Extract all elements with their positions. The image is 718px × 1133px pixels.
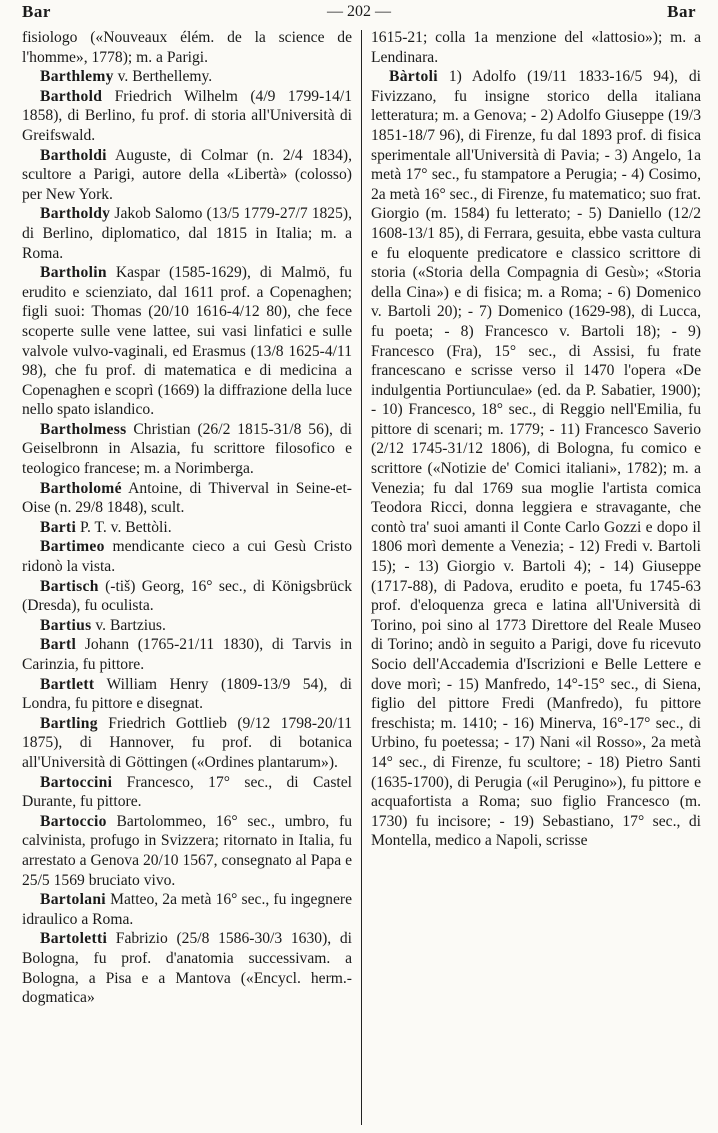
entry-headword: Bartholin	[40, 264, 107, 282]
entry-text: Johann (1765-21/11 1830), di Tarvis in Carinzia, fu pittore.	[22, 636, 352, 673]
left-column	[22, 28, 352, 1008]
entry-text: Kaspar (1585-1629), di Malmö, fu erudito e scienziato, dal 1611 prof. a Copenaghen; figli suoi: Thomas (20/10 1616-4/12 80), che fece scoperte sulle vene lattee, sui vasi linfatici e sulle valvole vulvo-vaginali, ed Erasmus (13/8 1625-4/11 98), che fu prof. di matematica e di medicina a Copenaghen e scoprì (1669) la diffrazione della luce nello spato islandico.	[22, 264, 352, 419]
entry-headword: Bartolani	[40, 891, 106, 909]
entry-headword: Bartoletti	[40, 930, 108, 948]
entry-headword: Bartholdy	[40, 205, 111, 223]
entry-text: Fabrizio (25/8 1586-30/3 1630), di Bologna, fu prof. d'anatomia successivam. a Bologna, a Pisa e a Mantova («Encycl. herm.-dogmatica»	[22, 930, 352, 1007]
dictionary-entry	[22, 890, 352, 929]
dictionary-entry	[22, 146, 352, 205]
entry-text: Jakob Salomo (13/5 1779-27/7 1825), di Berlino, diplomatico, dal 1815 in Italia; m. a Roma.	[22, 205, 352, 262]
entry-headword: Bàrtoli	[389, 68, 438, 86]
entry-headword: Bartl	[40, 636, 77, 654]
entry-headword: Bartholmess	[40, 420, 127, 438]
entry-text: P. T. v. Bettòli.	[76, 518, 172, 536]
dictionary-entry	[22, 420, 352, 479]
entry-text: Friedrich Gottlieb (9/12 1798-20/11 1875), di Hannover, fu prof. di botanica all'Università di Göttingen («Ordines plantarum»).	[22, 714, 352, 771]
entry-text: v. Berthellemy.	[113, 68, 213, 86]
dictionary-entry	[371, 67, 701, 851]
entry-text: Christian (26/2 1815-31/8 56), di Geiselbronn in Alsazia, fu scrittore filosofico e teologico francese; m. a Norimberga.	[22, 420, 352, 478]
entry-headword: Bartling	[40, 714, 98, 732]
entry-headword: Bartimeo	[40, 538, 105, 556]
entry-headword: Bartius	[40, 616, 92, 634]
dictionary-entry	[22, 479, 352, 518]
entry-text: (-tiš) Georg, 16° sec., di Königsbrück (Dresda), fu oculista.	[22, 577, 352, 615]
dictionary-entry	[22, 714, 352, 773]
entry-text: Bartolommeo, 16° sec., umbro, fu calvinista, profugo in Svizzera; ritornato in Italia, fu arrestato a Genova 20/10 1567, consegnato al Papa e 25/5 1569 bruciato vivo.	[22, 812, 352, 889]
entry-headword: Barthold	[40, 87, 103, 105]
dictionary-entry	[22, 675, 352, 714]
dictionary-entry	[22, 67, 352, 87]
column-divider	[361, 30, 362, 1125]
entry-text: mendicante cieco a cui Gesù Cristo ridonò la vista.	[22, 538, 352, 576]
dictionary-entry	[22, 518, 352, 538]
entry-headword: Bartoccio	[40, 812, 107, 830]
page-header	[22, 2, 696, 26]
dictionary-entry	[22, 263, 352, 420]
entry-headword: Barthlemy	[40, 68, 114, 86]
entry-text: Matteo, 2a metà 16° sec., fu ingegnere idraulico a Roma.	[22, 891, 352, 928]
header-page-number: — 202 —	[327, 3, 391, 20]
entry-headword: Bartoccini	[40, 773, 113, 791]
entry-text: 1) Adolfo (19/11 1833-16/5 94), di Fivizzano, fu insigne storico della italiana letteratura; m. a Genova; - 2) Adolfo Giuseppe (19/3 1851-18/7 96), di Firenze, fu dal 1893 prof. di fisica sperimentale all'Università di Pavia; - 3) Angelo, 1a metà 17° sec., fu stampatore a Perugia; - 4) Cosimo, 2a metà 16° sec., di Firenze, fu matematico; suo frat. Giorgio (m. 1584) fu letterato; - 5) Daniello (12/2 1608-13/1 85), di Ferrara, gesuita, ebbe vasta cultura e fu eloquente predicatore e classico scrittore di storia («Storia della Compagnia di Gesù»; «Storia della Cina») e di fisica; m. a Roma; - 6) Domenico v. Bartoli 20); - 7) Domenico (1629-98), di Lucca, fu poeta; - 8) Francesco v. Bartoli 18); - 9) Francesco (Fra), 15° sec., di Assisi, fu frate francescano e scrisse verso il 1470 l'opera «De indulgentia Portiunculae» (ed. da P. Sabatier, 1900); - 10) Francesco, 18° sec., di Reggio nell'Emilia, fu pittore di scenari; m. 1779; - 11) Francesco Saverio (2/12 1745-31/12 1806), di Bologna, fu comico e scrittore («Notizie de' Comici italiani», 1782); m. a Venezia; fu dal 1769 sua moglie l'artista comica Teodora Ricci, donna leggiera e stravagante, che contò tra' suoi amanti il Conte Carlo Gozzi e dopo il 1806 morì demente a Venezia; - 12) Fredi v. Bartoli 15); - 13) Giorgio v. Bartoli 4); - 14) Giuseppe (1717-88), di Padova, erudito e poeta, fu 1745-63 prof. d'eloquenza greca e latina all'Università di Torino, poi sino al 1773 Direttore del Reale Museo di Torino; andò in seguito a Parigi, dove fu ricevuto Socio dell'Accademia d'Iscrizioni e Belle Lettere e dove morì; - 15) Manfredo, 14°-15° sec., di Siena, figlio del pittore Fredi (Manfredo), fu pittore freschista; m. 1410; - 16) Minerva, 16°-17° sec., di Urbino, fu poetessa; - 17) Nani «il Rosso», 2a metà 14° sec., di Firenze, fu scultore; - 18) Pietro Santi (1635-1700), di Perugia («il Perugino»), fu pittore e acquafortista a Roma; suo figlio Francesco (m. 1730) fu incisore; - 19) Sebastiano, 17° sec., di Montella, medico a Napoli, scrisse	[371, 68, 701, 850]
entry-headword: Bartlett	[40, 675, 95, 693]
entry-text: Antoine, di Thiverval in Seine-et-Oise (n. 29/8 1848), scult.	[22, 479, 352, 517]
entry-text: Auguste, di Colmar (n. 2/4 1834), scultore a Parigi, autore della «Libertà» (colosso) per New York.	[22, 146, 352, 203]
entry-text: 1615-21; colla 1a menzione del «lattosio»); m. a Lendinara.	[371, 29, 701, 66]
entry-headword: Bartholomé	[40, 479, 122, 497]
dictionary-entry	[22, 28, 352, 67]
entry-headword: Barti	[40, 518, 77, 536]
entry-text: Francesco, 17° sec., di Castel Durante, fu pittore.	[22, 773, 352, 811]
entry-headword: Bartisch	[40, 577, 99, 595]
entry-headword: Bartholdi	[40, 146, 107, 164]
dictionary-entry	[22, 87, 352, 146]
dictionary-entry	[371, 28, 701, 67]
dictionary-entry	[22, 537, 352, 576]
entry-text: v. Bartzius.	[91, 616, 166, 634]
right-column	[371, 28, 701, 851]
dictionary-entry	[22, 577, 352, 616]
dictionary-entry	[22, 929, 352, 1007]
dictionary-entry	[22, 773, 352, 812]
dictionary-entry	[22, 812, 352, 890]
entry-text: William Henry (1809-13/9 54), di Londra, fu pittore e disegnat.	[22, 675, 352, 713]
dictionary-entry	[22, 616, 352, 636]
header-running-head-right: Bar	[667, 2, 696, 21]
dictionary-entry	[22, 204, 352, 263]
dictionary-entry	[22, 635, 352, 674]
entry-text: fisiologo («Nouveaux élém. de la science de l'homme», 1778); m. a Parigi.	[22, 29, 352, 66]
entry-text: Friedrich Wilhelm (4/9 1799-14/1 1858), di Berlino, fu prof. di storia all'Università di Greifswald.	[22, 87, 352, 144]
header-running-head-left: Bar	[22, 2, 51, 21]
